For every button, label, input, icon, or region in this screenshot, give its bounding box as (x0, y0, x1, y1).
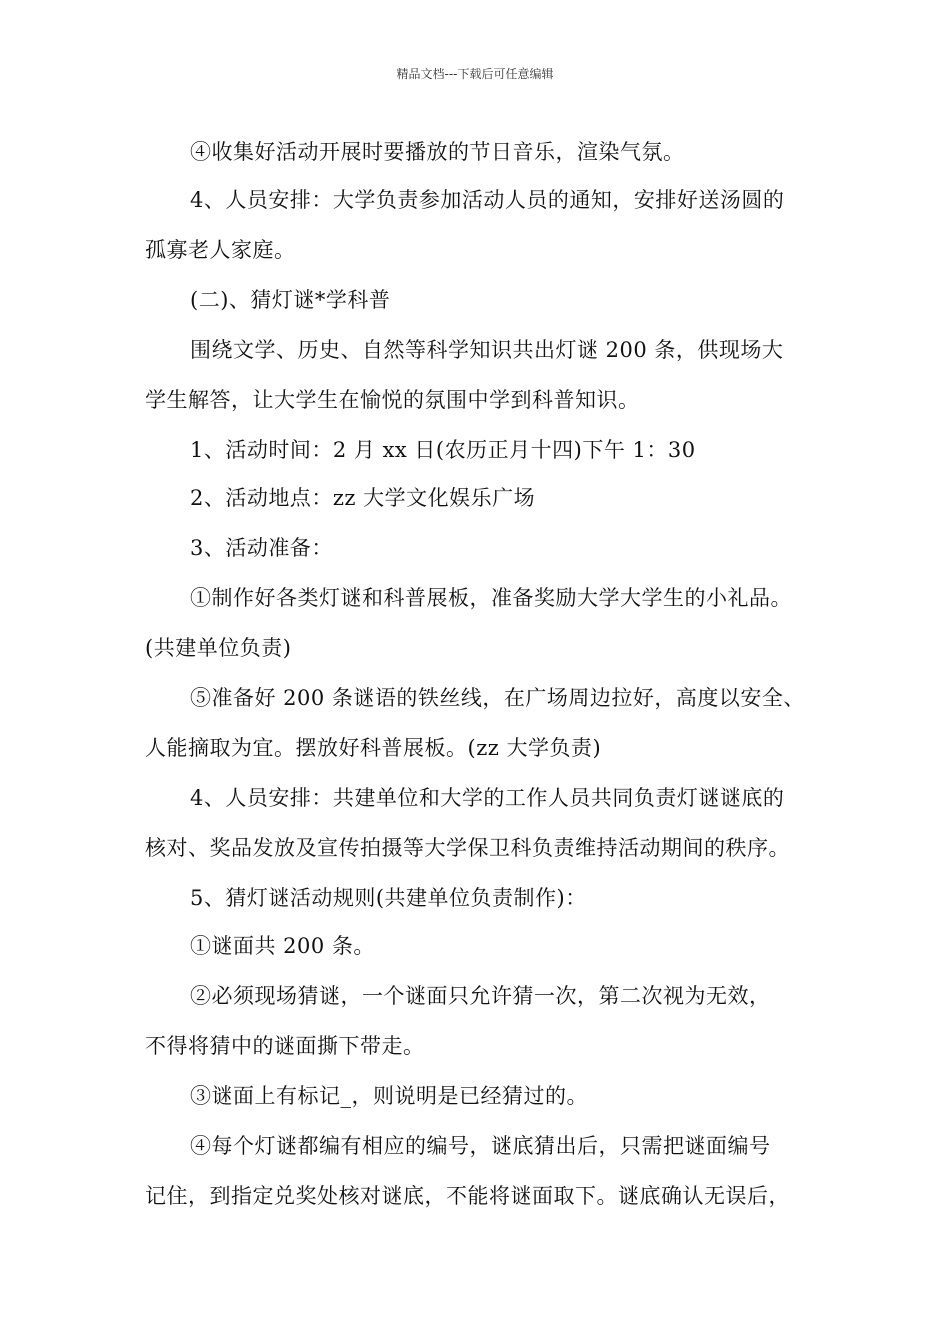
paragraph-line: ②必须现场猜谜，一个谜面只允许猜一次，第二次视为无效， (190, 984, 771, 1008)
paragraph-line: 记住，到指定兑奖处核对谜底，不能将谜面取下。谜底确认无误后， (145, 1184, 790, 1208)
paragraph-line: ④收集好活动开展时要播放的节日音乐，渲染气氛。 (190, 140, 685, 164)
paragraph-line: 4、人员安排：共建单位和大学的工作人员共同负责灯谜谜底的 (190, 786, 785, 810)
paragraph-line: 围绕文学、历史、自然等科学知识共出灯谜 200 条，供现场大 (190, 338, 784, 362)
paragraph-line: ③谜面上有标记_，则说明是已经猜过的。 (190, 1084, 588, 1108)
paragraph-line: 核对、奖品发放及宣传拍摄等大学保卫科负责维持活动期间的秩序。 (145, 836, 790, 860)
section-heading: (二)、猜灯谜*学科普 (190, 288, 391, 312)
paragraph-line: 1、活动时间：2 月 xx 日(农历正月十四)下午 1：30 (190, 438, 696, 462)
paragraph-line: (共建单位负责) (145, 636, 292, 660)
paragraph-line: 4、人员安排：大学负责参加活动人员的通知，安排好送汤圆的 (190, 188, 785, 212)
paragraph-line: ④每个灯谜都编有相应的编号，谜底猜出后，只需把谜面编号 (190, 1134, 771, 1158)
paragraph-line: 3、活动准备： (190, 536, 333, 560)
paragraph-line: 不得将猜中的谜面撕下带走。 (145, 1034, 425, 1058)
paragraph-line: 孤寡老人家庭。 (145, 238, 296, 262)
paragraph-line: 学生解答，让大学生在愉悦的氛围中学到科普知识。 (145, 388, 640, 412)
paragraph-line: 5、猜灯谜活动规则(共建单位负责制作)： (190, 886, 587, 910)
paragraph-line: 2、活动地点：zz 大学文化娱乐广场 (190, 486, 536, 510)
paragraph-line: 人能摘取为宜。摆放好科普展板。(zz 大学负责) (145, 736, 602, 760)
paragraph-line: ⑤准备好 200 条谜语的铁丝线，在广场周边拉好，高度以安全、 (190, 686, 805, 710)
page-header: 精品文档---下载后可任意编辑 (396, 67, 554, 81)
paragraph-line: ①制作好各类灯谜和科普展板，准备奖励大学大学生的小礼品。 (190, 586, 792, 610)
paragraph-line: ①谜面共 200 条。 (190, 934, 375, 958)
